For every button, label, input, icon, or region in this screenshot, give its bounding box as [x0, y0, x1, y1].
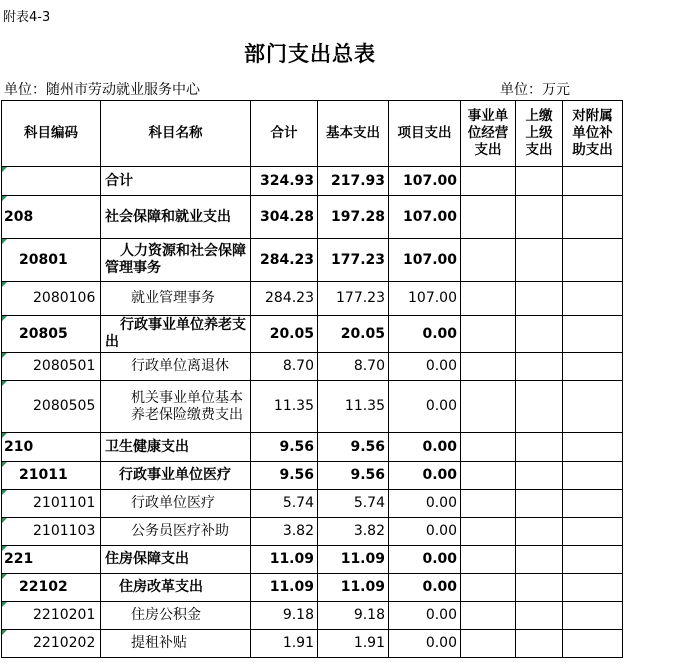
row-total: 9.56: [251, 433, 318, 462]
row-basic: 9.56: [318, 433, 389, 462]
row-code: 2080501: [2, 353, 101, 381]
row-project: 0.00: [389, 353, 461, 381]
header-name: 科目名称: [101, 101, 251, 167]
table-row: [2, 518, 623, 546]
row-total: 1.91: [251, 630, 318, 658]
row-name: 行政单位医疗: [101, 490, 251, 518]
row-project: 0.00: [389, 574, 461, 602]
row-upper: [516, 316, 563, 353]
row-code: 221: [2, 546, 101, 574]
row-basic: 3.82: [318, 518, 389, 546]
row-name: 行政事业单位养老支出: [101, 316, 251, 353]
row-name: 社会保障和就业支出: [101, 196, 251, 239]
row-upper: [516, 574, 563, 602]
row-upper: [516, 630, 563, 658]
row-business: [461, 196, 516, 239]
row-upper: [516, 518, 563, 546]
row-upper: [516, 602, 563, 630]
row-project: 0.00: [389, 462, 461, 490]
row-business: [461, 546, 516, 574]
row-project: 0.00: [389, 490, 461, 518]
row-project: 0.00: [389, 518, 461, 546]
table-row: [2, 353, 623, 381]
row-basic: 1.91: [318, 630, 389, 658]
row-name: 住房改革支出: [101, 574, 251, 602]
row-subsidy: [563, 353, 623, 381]
row-upper: [516, 462, 563, 490]
header-project: 项目支出: [389, 101, 461, 167]
row-upper: [516, 381, 563, 433]
annex-label: 附表4-3: [3, 10, 51, 25]
row-total: 284.23: [251, 239, 318, 282]
header-code: 科目编码: [2, 101, 101, 167]
row-subsidy: [563, 282, 623, 316]
header-subsidy-line1: 对附属: [572, 108, 613, 124]
header-subsidy-line2: 单位补: [572, 125, 613, 141]
row-basic: 217.93: [318, 167, 389, 196]
row-business: [461, 316, 516, 353]
table-row: [2, 546, 623, 574]
table-row: [2, 462, 623, 490]
row-subsidy: [563, 462, 623, 490]
row-basic: 8.70: [318, 353, 389, 381]
row-upper: [516, 353, 563, 381]
table-header-row: [2, 101, 623, 167]
row-total: 3.82: [251, 518, 318, 546]
row-basic: 177.23: [318, 282, 389, 316]
row-code: 2080106: [2, 282, 101, 316]
row-project: 0.00: [389, 433, 461, 462]
header-subsidy-line3: 助支出: [572, 142, 613, 158]
row-upper: [516, 490, 563, 518]
header-total: 合计: [251, 101, 318, 167]
row-basic: 177.23: [318, 239, 389, 282]
row-total: 11.09: [251, 574, 318, 602]
row-project: 0.00: [389, 316, 461, 353]
row-code: 2101103: [2, 518, 101, 546]
row-name: 行政单位离退休: [101, 353, 251, 381]
row-business: [461, 433, 516, 462]
row-total: 5.74: [251, 490, 318, 518]
row-subsidy: [563, 630, 623, 658]
table-row: [2, 196, 623, 239]
header-upper-line2: 上级: [525, 125, 553, 141]
row-basic: 11.09: [318, 546, 389, 574]
row-business: [461, 239, 516, 282]
unit-department-label: 单位：随州市劳动就业服务中心: [4, 82, 200, 98]
row-name: 卫生健康支出: [101, 433, 251, 462]
row-total: 8.70: [251, 353, 318, 381]
row-upper: [516, 433, 563, 462]
row-business: [461, 630, 516, 658]
row-total: 284.23: [251, 282, 318, 316]
row-subsidy: [563, 196, 623, 239]
table-row: [2, 381, 623, 433]
expenditure-table: [1, 100, 623, 658]
header-upper-line3: 支出: [525, 142, 553, 158]
header-upper-line1: 上缴: [525, 108, 553, 124]
row-name: 人力资源和社会保障管理事务: [101, 239, 251, 282]
row-name: 住房公积金: [101, 602, 251, 630]
row-project: 107.00: [389, 282, 461, 316]
row-project: 0.00: [389, 546, 461, 574]
row-project: 0.00: [389, 602, 461, 630]
row-basic: 11.35: [318, 381, 389, 433]
row-business: [461, 167, 516, 196]
row-business: [461, 381, 516, 433]
unit-currency-label: 单位：万元: [500, 82, 570, 98]
table-row: [2, 630, 623, 658]
row-code: 20805: [2, 316, 101, 353]
row-business: [461, 602, 516, 630]
row-code: 2101101: [2, 490, 101, 518]
row-subsidy: [563, 490, 623, 518]
row-total: 11.35: [251, 381, 318, 433]
row-code: 21011: [2, 462, 101, 490]
row-name: 公务员医疗补助: [101, 518, 251, 546]
row-business: [461, 574, 516, 602]
row-total: 324.93: [251, 167, 318, 196]
row-basic: 9.56: [318, 462, 389, 490]
row-subsidy: [563, 546, 623, 574]
row-project: 107.00: [389, 167, 461, 196]
row-basic: 20.05: [318, 316, 389, 353]
row-name: 提租补贴: [101, 630, 251, 658]
header-business-line1: 事业单: [467, 108, 509, 124]
header-upper: [516, 101, 563, 167]
header-business-line2: 位经营: [467, 125, 509, 141]
row-subsidy: [563, 316, 623, 353]
row-basic: 5.74: [318, 490, 389, 518]
row-business: [461, 490, 516, 518]
table-row: [2, 433, 623, 462]
table-row: [2, 239, 623, 282]
header-business: [461, 101, 516, 167]
row-upper: [516, 239, 563, 282]
page-title: 部门支出总表: [244, 42, 376, 66]
row-name: 住房保障支出: [101, 546, 251, 574]
row-upper: [516, 282, 563, 316]
table-row: [2, 574, 623, 602]
row-code: [2, 167, 101, 196]
row-subsidy: [563, 574, 623, 602]
row-code: 208: [2, 196, 101, 239]
table-row: [2, 602, 623, 630]
table-row: [2, 167, 623, 196]
row-total: 11.09: [251, 546, 318, 574]
row-basic: 9.18: [318, 602, 389, 630]
row-business: [461, 353, 516, 381]
row-subsidy: [563, 239, 623, 282]
table-row: [2, 316, 623, 353]
row-upper: [516, 196, 563, 239]
row-basic: 11.09: [318, 574, 389, 602]
row-subsidy: [563, 433, 623, 462]
row-code: 210: [2, 433, 101, 462]
row-subsidy: [563, 167, 623, 196]
row-code: 2210201: [2, 602, 101, 630]
row-business: [461, 462, 516, 490]
row-name: 就业管理事务: [101, 282, 251, 316]
row-name: 行政事业单位医疗: [101, 462, 251, 490]
row-code: 2210202: [2, 630, 101, 658]
table-row: [2, 282, 623, 316]
row-code: 22102: [2, 574, 101, 602]
row-total: 9.18: [251, 602, 318, 630]
table-row: [2, 490, 623, 518]
header-business-line3: 支出: [474, 142, 502, 158]
row-subsidy: [563, 518, 623, 546]
row-name: 机关事业单位基本养老保险缴费支出: [101, 381, 251, 433]
row-business: [461, 518, 516, 546]
row-upper: [516, 546, 563, 574]
row-code: 20801: [2, 239, 101, 282]
header-subsidy: [563, 101, 623, 167]
row-project: 107.00: [389, 239, 461, 282]
row-code: 2080505: [2, 381, 101, 433]
row-upper: [516, 167, 563, 196]
header-basic: 基本支出: [318, 101, 389, 167]
row-total: 304.28: [251, 196, 318, 239]
row-project: 0.00: [389, 630, 461, 658]
row-total: 20.05: [251, 316, 318, 353]
row-project: 0.00: [389, 381, 461, 433]
row-name: 合计: [101, 167, 251, 196]
row-subsidy: [563, 602, 623, 630]
row-business: [461, 282, 516, 316]
row-subsidy: [563, 381, 623, 433]
row-basic: 197.28: [318, 196, 389, 239]
row-project: 107.00: [389, 196, 461, 239]
row-total: 9.56: [251, 462, 318, 490]
